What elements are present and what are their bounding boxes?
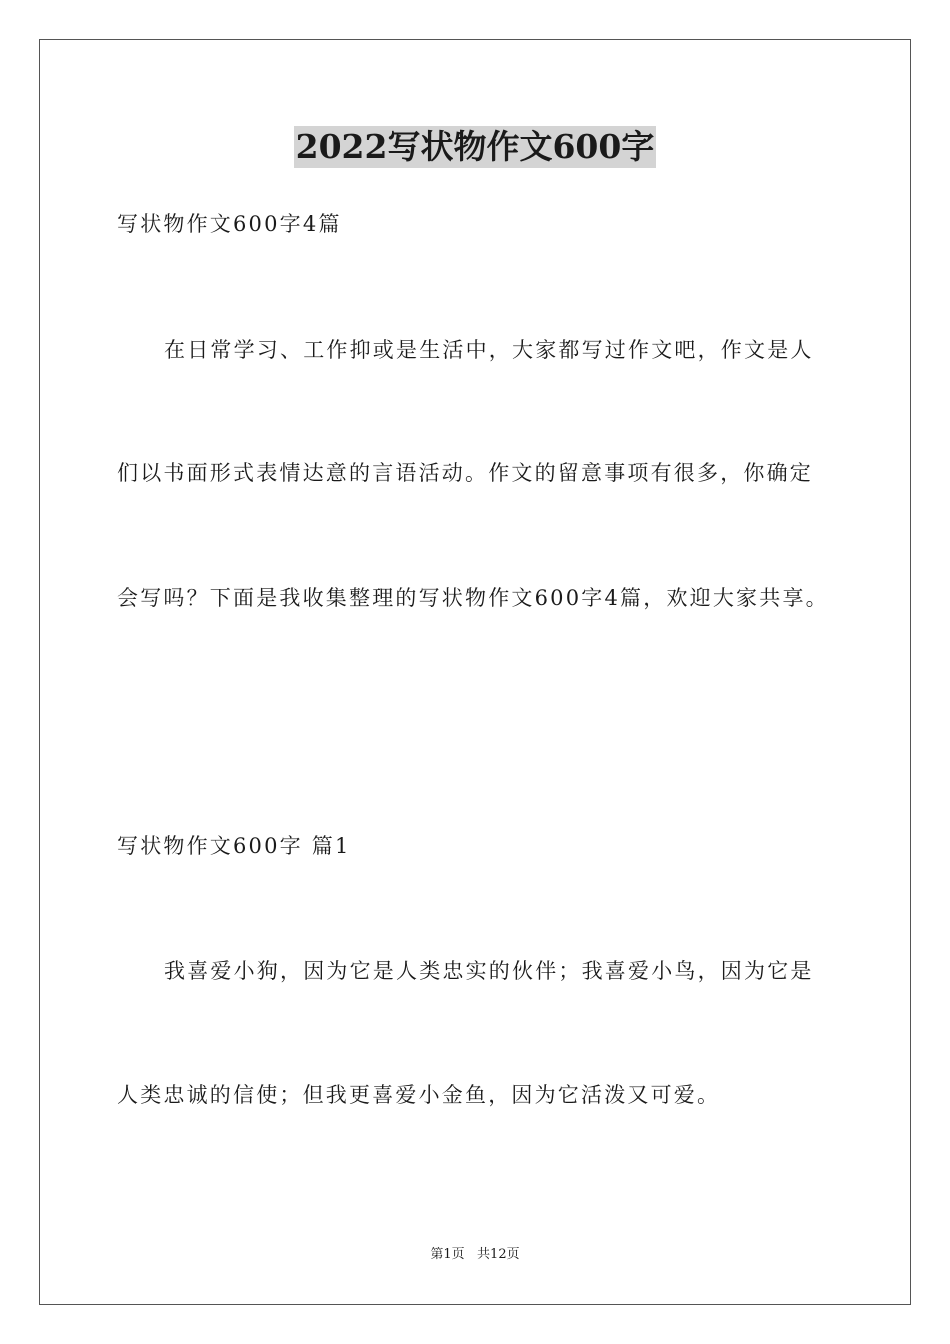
section-line-1: 我喜爱小狗，因为它是人类忠实的伙伴；我喜爱小鸟，因为它是 [164,959,814,983]
document-subtitle: 写状物作文600字4篇 [117,212,342,236]
section-heading: 写状物作文600字 篇1 [117,834,351,858]
title-container [0,126,950,168]
section-line-2: 人类忠诚的信使；但我更喜爱小金鱼，因为它活泼又可爱。 [117,1083,721,1107]
page-footer: 第1页 共12页 [430,1247,520,1262]
intro-line-2: 们以书面形式表情达意的言语活动。作文的留意事项有很多，你确定 [117,461,813,485]
intro-line-3: 会写吗？下面是我收集整理的写状物作文600字4篇，欢迎大家共享。 [117,586,829,610]
document-title: 2022写状物作文600字 [295,127,655,166]
intro-line-1: 在日常学习、工作抑或是生活中，大家都写过作文吧，作文是人 [164,338,814,362]
